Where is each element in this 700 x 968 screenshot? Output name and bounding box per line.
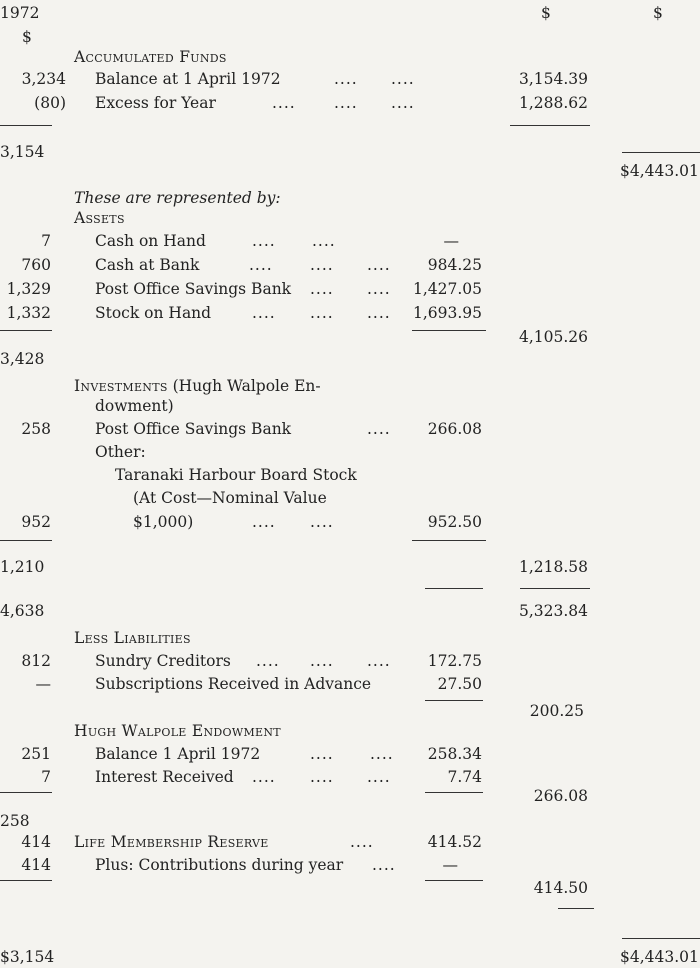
dot-leader: .... bbox=[252, 768, 276, 786]
rule bbox=[622, 152, 700, 153]
investments-total: 1,218.58 bbox=[518, 558, 588, 576]
dot-leader: .... bbox=[334, 94, 358, 112]
dot-leader: .... bbox=[367, 652, 391, 670]
rule bbox=[520, 588, 590, 589]
asset-amount: 1,693.95 bbox=[412, 304, 482, 322]
rule bbox=[412, 330, 486, 331]
taranaki-line2: (At Cost—Nominal Value bbox=[133, 489, 327, 507]
subs-label: Subscriptions Received in Advance bbox=[95, 675, 372, 693]
endowment-balance-prior: 251 bbox=[21, 745, 51, 763]
assets-prior-subtotal: 3,428 bbox=[0, 350, 45, 368]
rule bbox=[425, 588, 483, 589]
rule bbox=[412, 540, 486, 541]
investments-prior-total: 1,210 bbox=[0, 558, 45, 576]
contributions-label: Plus: Contributions during year bbox=[95, 856, 344, 874]
dot-leader: .... bbox=[256, 652, 280, 670]
taranaki-amount: 952.50 bbox=[427, 513, 482, 531]
dot-leader: .... bbox=[367, 304, 391, 322]
balance-label: Balance at 1 April 1972 bbox=[95, 70, 281, 88]
dot-leader: .... bbox=[367, 280, 391, 298]
dot-leader: .... bbox=[310, 652, 334, 670]
other-label: Other: bbox=[95, 443, 146, 461]
grand-total: 5,323.84 bbox=[518, 602, 588, 620]
taranaki-line1: Taranaki Harbour Board Stock bbox=[115, 466, 357, 484]
currency-col3: $ bbox=[541, 4, 551, 22]
dot-leader: .... bbox=[334, 70, 358, 88]
dot-leader: .... bbox=[367, 420, 391, 438]
dot-leader: .... bbox=[370, 745, 394, 763]
accumulated-funds-heading: Accumulated Funds bbox=[74, 48, 227, 66]
liabilities-total: 200.25 bbox=[529, 702, 584, 720]
accumulated-prior-total: 3,154 bbox=[0, 143, 45, 161]
asset-label: Cash at Bank bbox=[95, 256, 200, 274]
assets-heading: Assets bbox=[74, 209, 125, 227]
subs-prior: — bbox=[35, 675, 51, 693]
creditors-prior: 812 bbox=[21, 652, 51, 670]
life-membership-amount: 414.52 bbox=[427, 833, 482, 851]
dot-leader: .... bbox=[310, 280, 334, 298]
asset-prior: 760 bbox=[21, 256, 51, 274]
liabilities-heading: Less Liabilities bbox=[74, 629, 191, 647]
dot-leader: .... bbox=[367, 256, 391, 274]
dot-leader: .... bbox=[252, 513, 276, 531]
dot-leader: .... bbox=[312, 232, 336, 250]
dot-leader: .... bbox=[310, 304, 334, 322]
endowment-heading: Hugh Walpole Endowment bbox=[74, 722, 281, 740]
investments-heading bbox=[74, 377, 321, 395]
dot-leader: .... bbox=[272, 94, 296, 112]
investments-heading-cont: dowment) bbox=[95, 397, 174, 415]
endowment-prior-total: 258 bbox=[0, 812, 30, 830]
rule bbox=[425, 700, 483, 701]
dot-leader: .... bbox=[367, 768, 391, 786]
endowment-interest-amount: 7.74 bbox=[447, 768, 482, 786]
balance-prior: 3,234 bbox=[21, 70, 66, 88]
dot-leader: .... bbox=[391, 70, 415, 88]
endowment-total: 266.08 bbox=[533, 787, 588, 805]
taranaki-line3: $1,000) bbox=[133, 513, 194, 531]
creditors-amount: 172.75 bbox=[427, 652, 482, 670]
dot-leader: .... bbox=[310, 745, 334, 763]
asset-prior: 7 bbox=[41, 232, 51, 250]
asset-prior: 1,332 bbox=[6, 304, 51, 322]
rule bbox=[0, 330, 52, 331]
creditors-label: Sundry Creditors bbox=[95, 652, 231, 670]
currency-left: $ bbox=[22, 28, 32, 46]
rule bbox=[0, 540, 52, 541]
footer-total: $4,443.01 bbox=[620, 948, 699, 966]
asset-label: Post Office Savings Bank bbox=[95, 280, 292, 298]
investments-heading-sc: Investments bbox=[74, 377, 168, 395]
contributions-prior: 414 bbox=[21, 856, 51, 874]
dot-leader: .... bbox=[252, 304, 276, 322]
investments-heading-rest: (Hugh Walpole En- bbox=[172, 377, 321, 395]
posb-prior: 258 bbox=[21, 420, 51, 438]
balance-amount: 3,154.39 bbox=[518, 70, 588, 88]
excess-amount: 1,288.62 bbox=[518, 94, 588, 112]
dot-leader: .... bbox=[310, 513, 334, 531]
life-membership-total: 414.50 bbox=[533, 879, 588, 897]
dot-leader: .... bbox=[252, 232, 276, 250]
asset-amount: 984.25 bbox=[427, 256, 482, 274]
asset-prior: 1,329 bbox=[6, 280, 51, 298]
asset-label: Stock on Hand bbox=[95, 304, 212, 322]
rule bbox=[0, 125, 52, 126]
endowment-interest-label: Interest Received bbox=[95, 768, 234, 786]
life-membership-prior: 414 bbox=[21, 833, 51, 851]
endowment-balance-label: Balance 1 April 1972 bbox=[95, 745, 261, 763]
taranaki-prior: 952 bbox=[21, 513, 51, 531]
dot-leader: .... bbox=[249, 256, 273, 274]
rule bbox=[510, 125, 590, 126]
dot-leader: .... bbox=[350, 833, 374, 851]
dot-leader: .... bbox=[372, 856, 396, 874]
rule bbox=[622, 938, 700, 939]
asset-amount: — bbox=[443, 232, 459, 250]
prior-grand-total: 4,638 bbox=[0, 602, 45, 620]
assets-subtotal: 4,105.26 bbox=[518, 328, 588, 346]
footer-prior-total: $3,154 bbox=[0, 948, 55, 966]
subs-amount: 27.50 bbox=[437, 675, 482, 693]
currency-col4: $ bbox=[653, 4, 663, 22]
asset-label: Cash on Hand bbox=[95, 232, 206, 250]
year-heading: 1972 bbox=[0, 4, 40, 22]
dot-leader: .... bbox=[391, 94, 415, 112]
excess-prior: (80) bbox=[34, 94, 66, 112]
endowment-balance-amount: 258.34 bbox=[427, 745, 482, 763]
life-membership-heading: Life Membership Reserve bbox=[74, 833, 269, 851]
posb-label: Post Office Savings Bank bbox=[95, 420, 292, 438]
dot-leader: .... bbox=[310, 256, 334, 274]
rule bbox=[558, 908, 594, 909]
rule bbox=[425, 792, 483, 793]
posb-amount: 266.08 bbox=[427, 420, 482, 438]
represented-by-heading: These are represented by: bbox=[74, 189, 281, 207]
endowment-interest-prior: 7 bbox=[41, 768, 51, 786]
rule bbox=[0, 880, 52, 881]
asset-amount: 1,427.05 bbox=[412, 280, 482, 298]
excess-label: Excess for Year bbox=[95, 94, 216, 112]
rule bbox=[425, 880, 483, 881]
dot-leader: .... bbox=[310, 768, 334, 786]
accumulated-total: $4,443.01 bbox=[620, 162, 699, 180]
rule bbox=[0, 792, 52, 793]
contributions-amount: — bbox=[442, 856, 458, 874]
